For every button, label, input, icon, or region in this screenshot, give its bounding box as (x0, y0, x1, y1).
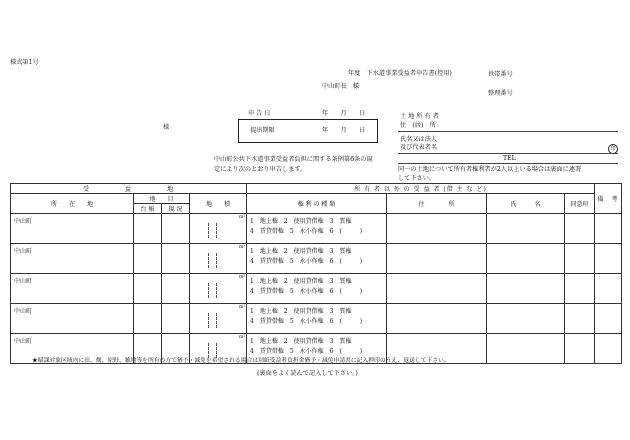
setai-number-label: 世帯番号 (488, 71, 513, 78)
rights-line2: 4 賃貸借権 5 永小作権 6 ( ) (250, 348, 363, 355)
daicho-cell[interactable] (134, 304, 162, 334)
footer-instruction: (裏面をよく読んで記入して下さい。) (257, 370, 358, 377)
cosign-note-line2: して下さい。 (398, 175, 436, 182)
header-daicho: 台 帳 (134, 204, 162, 214)
seiri-number-label: 整理番号 (488, 90, 513, 97)
table-row (11, 304, 622, 334)
remarks-cell[interactable] (595, 304, 622, 334)
remarks-cell[interactable] (595, 334, 622, 364)
header-right-type: 権 利 の 種 類 (247, 194, 387, 214)
declaration-line1: 中山町公共下水道事業受益者負担に関する条例第6条の規 (214, 156, 373, 163)
tel-label: TEL (503, 155, 516, 162)
cosign-note-line1: 同一の土地について所有者権利者が2人以上いる場合は裏面に連署 (398, 166, 582, 173)
consent-cell[interactable] (565, 274, 595, 304)
name-cell[interactable] (487, 304, 565, 334)
area-cell[interactable] (190, 304, 247, 334)
unit-label: m² (238, 245, 246, 250)
daicho-cell[interactable] (134, 214, 162, 244)
rights-line1: 1 地上権 2 使用貸借権 3 質権 (250, 278, 352, 285)
remarks-cell[interactable] (595, 274, 622, 304)
tel-line[interactable] (398, 163, 618, 164)
right-type-cell[interactable] (247, 244, 387, 274)
deadline-label: 提出期限 (250, 127, 275, 134)
rights-line2: 4 賃貸借権 5 永小作権 6 ( ) (250, 228, 363, 235)
daicho-cell[interactable] (134, 274, 162, 304)
header-name: 氏 名 (487, 194, 565, 214)
right-type-cell[interactable] (247, 214, 387, 244)
genkyo-cell[interactable] (162, 244, 190, 274)
location-cell[interactable]: 中山町 (11, 214, 134, 244)
header-chimoku: 地 目 (134, 194, 190, 204)
location-cell[interactable]: 中山町 (11, 304, 134, 334)
name-cell[interactable] (487, 244, 565, 274)
table-row (11, 244, 622, 274)
date-label: 申 告 日 (248, 110, 271, 117)
unit-label: m² (238, 275, 246, 280)
owner-heading: 土 地 所 有 者 (400, 113, 439, 120)
rights-line2: 4 賃貸借権 5 永小作権 6 ( ) (250, 288, 363, 295)
beneficiary-table (10, 183, 622, 364)
header-remarks: 備 考 (595, 184, 622, 214)
header-consent-seal: 同意印 (565, 194, 595, 214)
area-cell[interactable] (190, 244, 247, 274)
name-cell[interactable] (487, 274, 565, 304)
rights-line1: 1 地上権 2 使用貸借権 3 質権 (250, 218, 352, 225)
consent-cell[interactable] (565, 214, 595, 244)
address-cell[interactable] (387, 304, 487, 334)
name-cell[interactable] (487, 334, 565, 364)
name-cell[interactable] (487, 214, 565, 244)
owner-name-label: 氏名又は法人 (400, 136, 438, 143)
owner-rep-label: 及び代表者名 (400, 144, 438, 151)
form-number: 様式第1号 (10, 59, 39, 66)
table-row (11, 214, 622, 244)
unit-label: m² (238, 305, 246, 310)
sama-label: 様 (163, 124, 170, 131)
deadline-value[interactable]: 年 月 日 (322, 127, 366, 134)
declaration-line2: 定により次のとおり申告します。 (214, 166, 307, 173)
header-area: 地 積 (190, 194, 247, 214)
rights-line1: 1 地上権 2 使用貸借権 3 質権 (250, 338, 352, 345)
area-cell[interactable] (190, 214, 247, 244)
unit-label: m² (238, 335, 246, 340)
header-location: 所 在 地 (11, 194, 134, 214)
consent-cell[interactable] (565, 244, 595, 274)
remarks-cell[interactable] (595, 244, 622, 274)
owner-address-label: 住 (居) 所 (400, 122, 436, 129)
genkyo-cell[interactable] (162, 274, 190, 304)
footer-note: ★賦課対象区域内に田、畑、原野、雑地等を所有の方で猶予・減免を希望される場合は別紙受益者負担金猶予・減免申請書に記入押印のうえ、返送して下さい。 (32, 358, 450, 364)
area-cell[interactable] (190, 274, 247, 304)
consent-cell[interactable] (565, 334, 595, 364)
consent-cell[interactable] (565, 304, 595, 334)
address-cell[interactable] (387, 214, 487, 244)
header-beneficiary-land: 受 益 地 (11, 184, 247, 194)
form-title: 年度 下水道事業受益者申告書(控用) (348, 70, 452, 77)
right-type-cell[interactable] (247, 274, 387, 304)
table-row (11, 274, 622, 304)
location-cell[interactable]: 中山町 (11, 244, 134, 274)
location-cell[interactable]: 中山町 (11, 274, 134, 304)
location-cell[interactable]: 中山町 (11, 334, 134, 364)
rights-line1: 1 地上権 2 使用貸借権 3 質権 (250, 308, 352, 315)
seal-mark: 印 (608, 144, 618, 154)
genkyo-cell[interactable] (162, 304, 190, 334)
header-genkyo: 現 況 (162, 204, 190, 214)
address-cell[interactable] (387, 244, 487, 274)
remarks-cell[interactable] (595, 214, 622, 244)
header-address: 住 所 (387, 194, 487, 214)
right-type-cell[interactable] (247, 304, 387, 334)
genkyo-cell[interactable] (162, 214, 190, 244)
name-line[interactable] (398, 153, 618, 154)
rights-line2: 4 賃貸借権 5 永小作権 6 ( ) (250, 258, 363, 265)
rights-line2: 4 賃貸借権 5 永小作権 6 ( ) (250, 318, 363, 325)
unit-label: m² (238, 215, 246, 220)
daicho-cell[interactable] (134, 244, 162, 274)
address-cell[interactable] (387, 274, 487, 304)
date-value[interactable]: 年 月 日 (322, 110, 366, 117)
header-other-beneficiaries: 所 有 者 以 外 の 受 益 者 (借 主 な ど) (247, 184, 595, 194)
rights-line1: 1 地上権 2 使用貸借権 3 質権 (250, 248, 352, 255)
address-line[interactable] (398, 131, 618, 132)
addressee: 中山町長 様 (322, 83, 360, 90)
